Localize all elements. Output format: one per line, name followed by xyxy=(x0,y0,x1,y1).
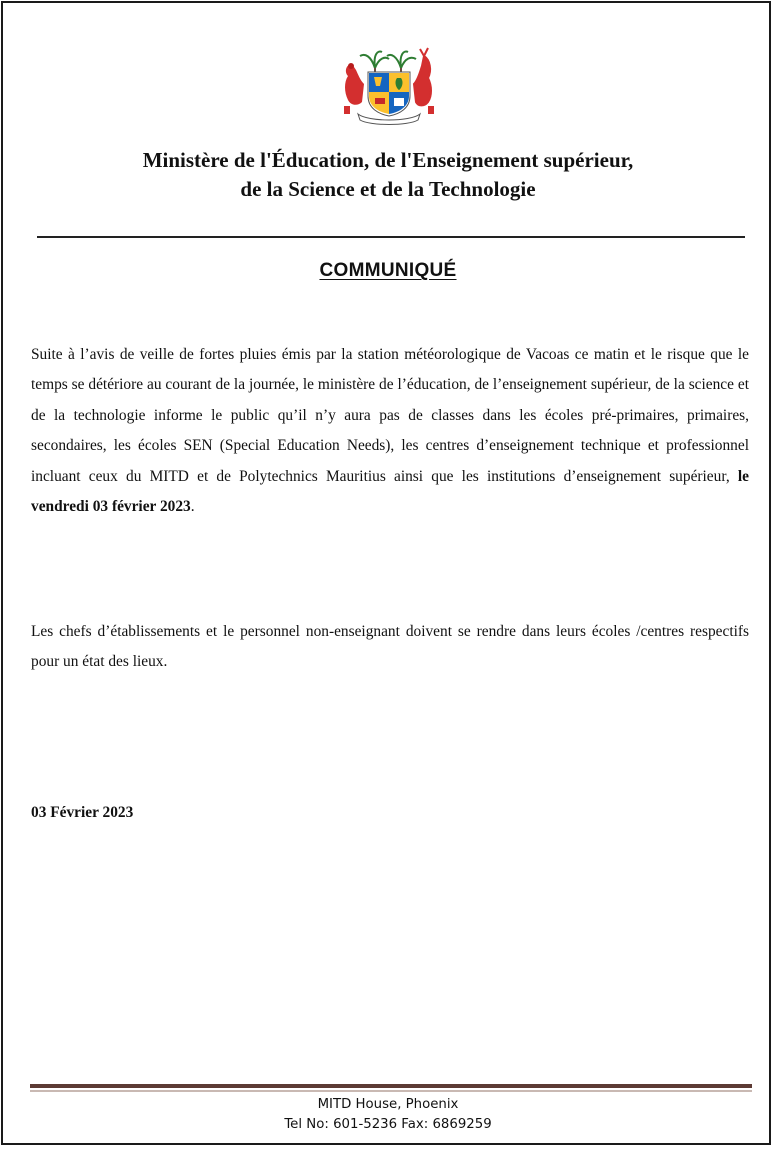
footer-address: MITD House, Phoenix xyxy=(317,1097,459,1112)
palm-crest-icon xyxy=(360,52,416,74)
coat-of-arms-icon xyxy=(338,44,440,126)
footer-divider-shadow xyxy=(30,1090,752,1092)
footer xyxy=(0,1095,776,1135)
closure-date-emphasis: le vendredi 03 février 2023 xyxy=(31,467,749,516)
ministry-title xyxy=(0,146,776,204)
dodo-supporter-icon xyxy=(345,64,364,105)
communique-date: 03 Février 2023 xyxy=(31,804,134,821)
shield-icon xyxy=(368,72,410,116)
body-paragraph-2: Les chefs d’établissements et le personnel non-enseignant doivent se rendre dans leurs écoles /centres respectifs pour un état des lieux. xyxy=(31,623,749,671)
paragraph-1-text: Suite à l’avis de veille de fortes pluies émis par la station météorologique de Vacoas ce matin et le risque que le temps se détériore au courant de la journée, le ministère de l’éducation, de l’enseignement supérieur, de la science et de la technologie informe le public qu’il n’y aura pas de classes dans les écoles pré-primaires, primaires, secondaires, les écoles SEN (Special Education Needs), les centres d’enseignement technique et professionnel incluant ceux du MITD et de Polytechnics Mauritius ainsi que les institutions d’enseignement supérieur, xyxy=(31,346,749,485)
ministry-title-line-2: de la Science et de la Technologie xyxy=(240,177,536,201)
communique-heading: COMMUNIQUÉ xyxy=(319,260,457,281)
body-paragraph-1 xyxy=(31,340,749,522)
paragraph-1-ending: . xyxy=(190,498,195,516)
footer-contact: Tel No: 601-5236 Fax: 6869259 xyxy=(284,1117,492,1132)
title-divider xyxy=(37,236,745,238)
ministry-title-line-1: Ministère de l'Éducation, de l'Enseignement supérieur, xyxy=(142,148,634,172)
footer-divider xyxy=(30,1084,752,1088)
deer-supporter-icon xyxy=(414,48,431,105)
